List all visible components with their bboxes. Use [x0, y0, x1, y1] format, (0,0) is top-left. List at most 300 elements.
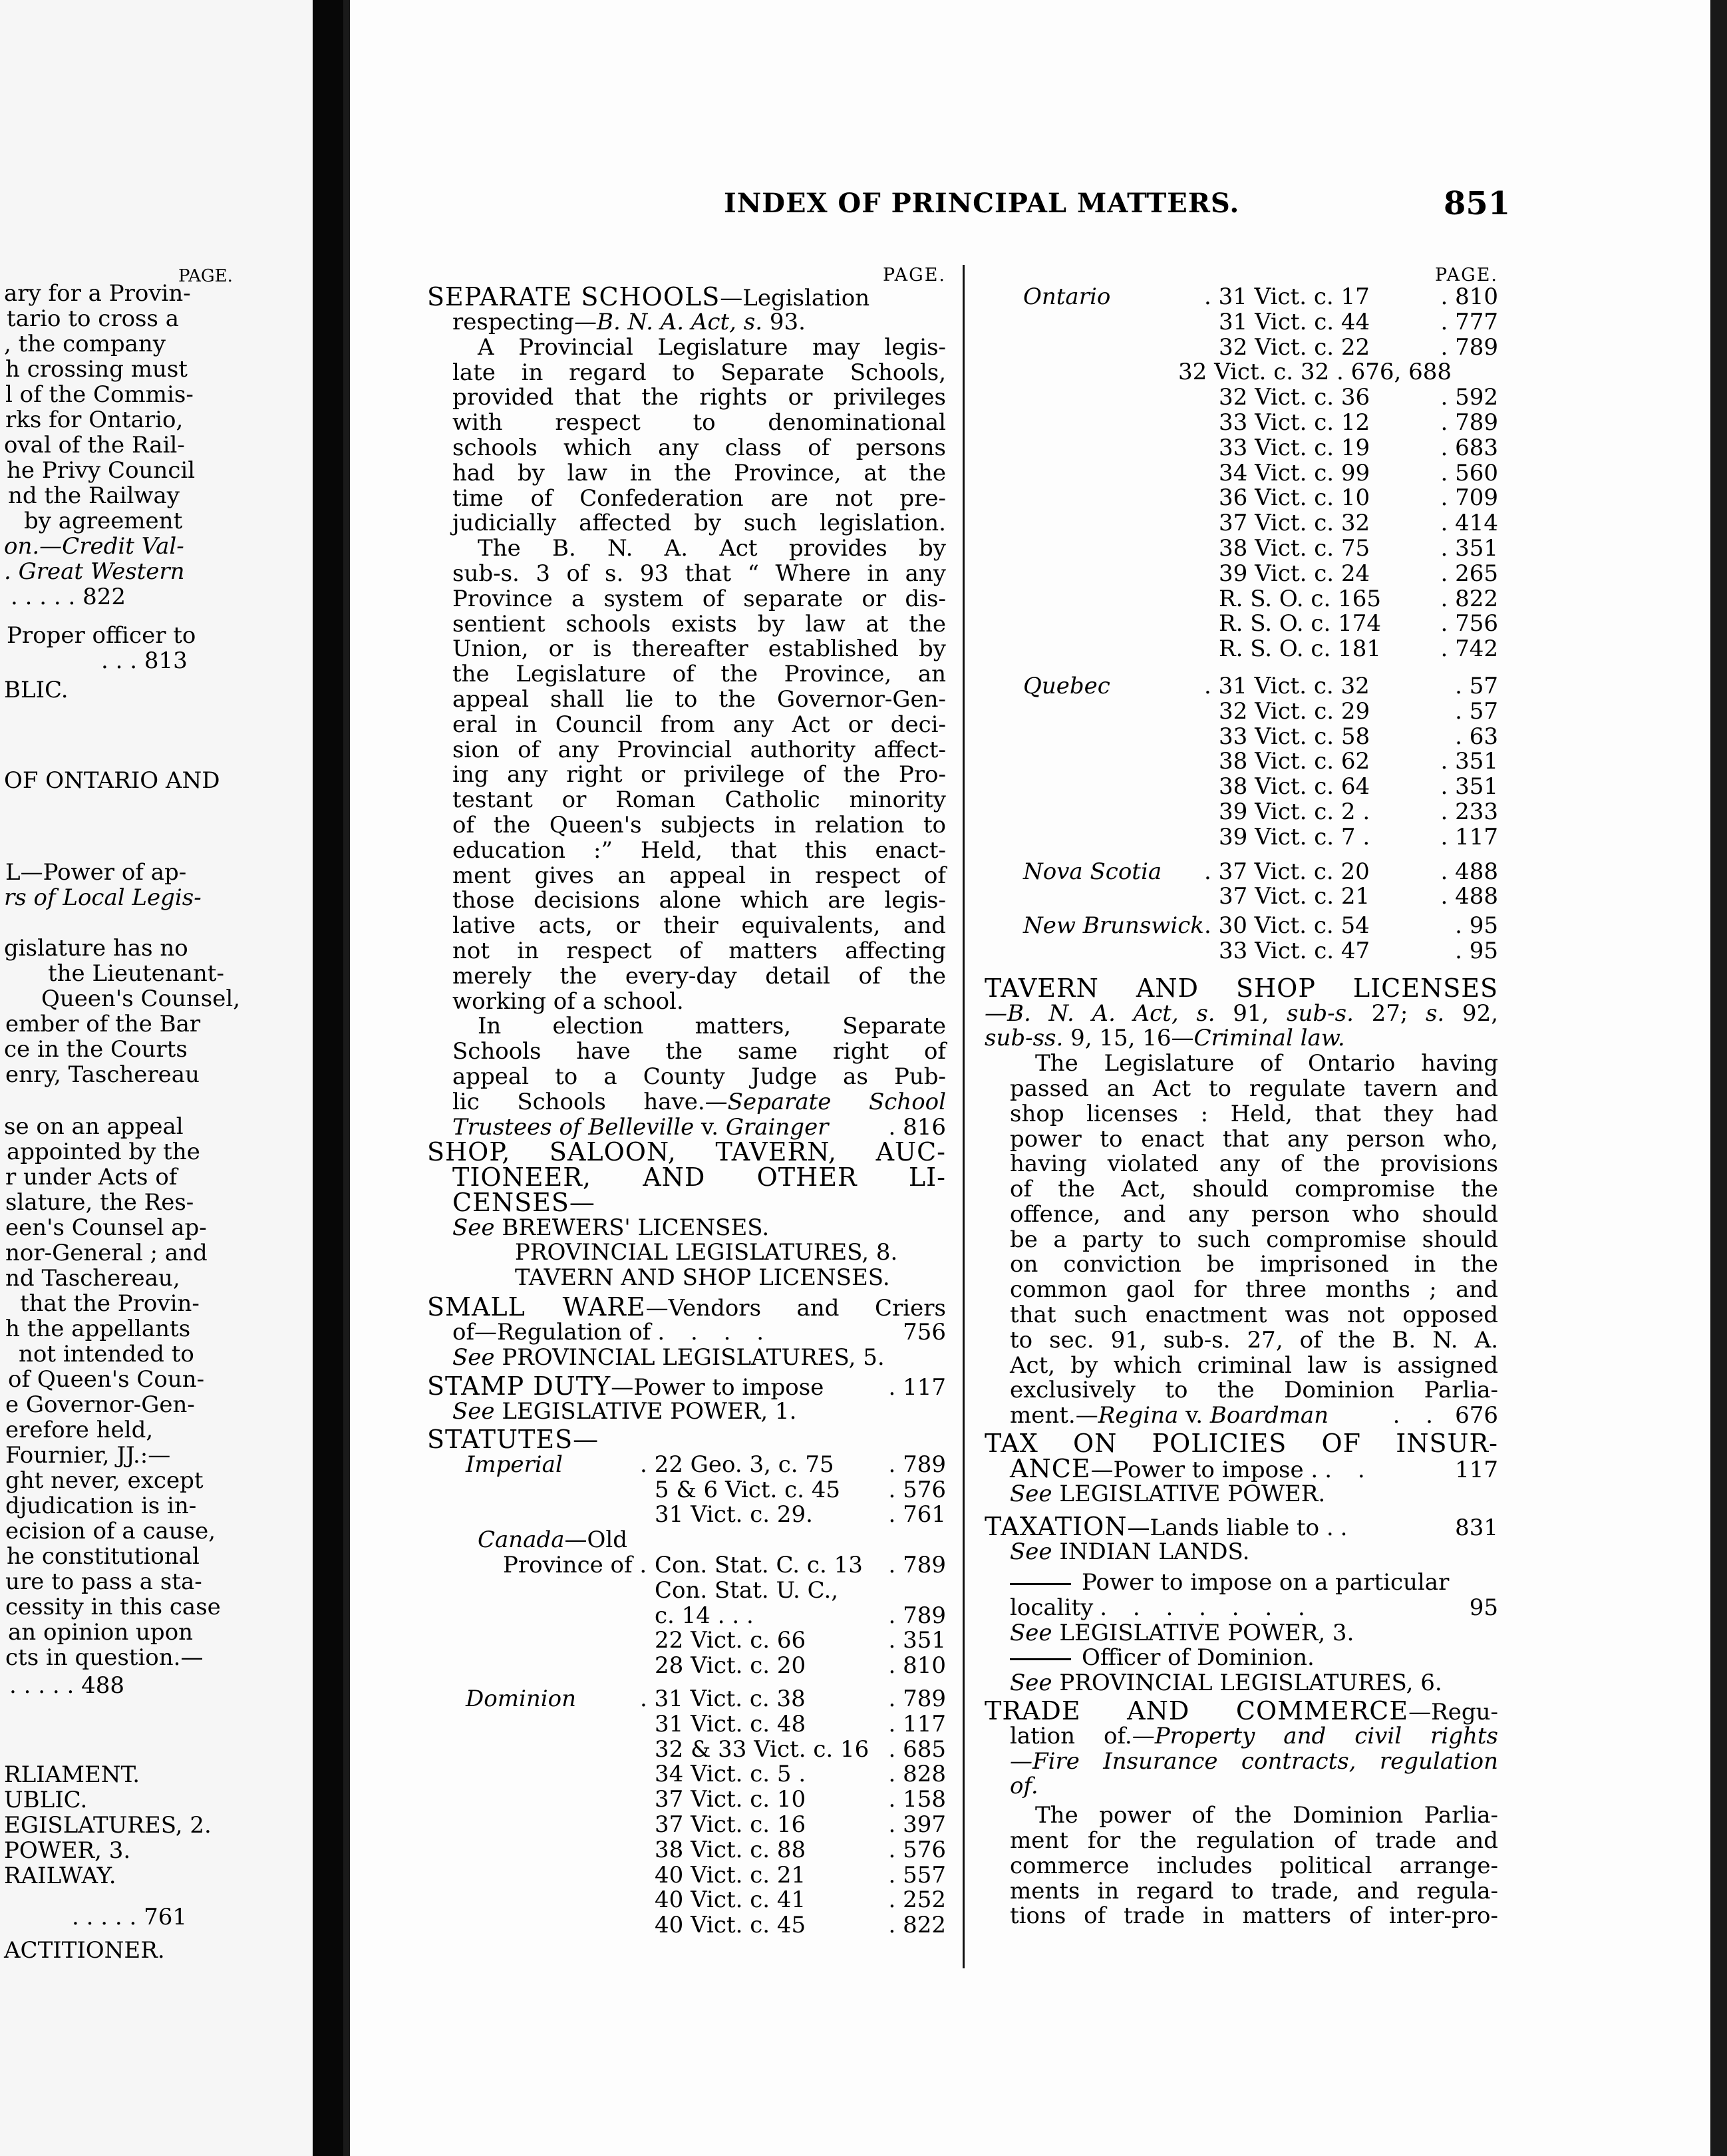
statute-citation: . 30 Vict. c. 54 — [1204, 912, 1370, 940]
paragraph-line: offence, and any person who should — [1010, 1200, 1498, 1228]
text-run: —Power to impose — [611, 1374, 824, 1401]
statute-row — [427, 1628, 946, 1654]
paragraph-line: sion of any Provincial authority affect- — [452, 736, 946, 763]
left-page-line: an opinion upon — [8, 1619, 194, 1646]
entry-heading: TAXATION — [985, 1512, 1128, 1542]
left-page-line: gislature has no — [4, 935, 188, 962]
text-run: lation of.— — [1010, 1722, 1155, 1749]
paragraph-line: appeal to a County Judge as Pub- — [452, 1063, 946, 1090]
jurisdiction-label: Dominion — [466, 1686, 576, 1713]
paragraph-line: sentient schools exists by law at the — [452, 610, 946, 637]
left-page-line: ce in the Courts — [4, 1036, 188, 1063]
statute-citation: 40 Vict. c. 41 — [655, 1886, 806, 1914]
page-ref — [899, 1578, 946, 1604]
statute-citation: 5 & 6 Vict. c. 45 — [655, 1476, 841, 1503]
statute-table-nova-scotia — [985, 860, 1498, 910]
left-page-line: he constitutional — [7, 1543, 200, 1570]
paragraph-line: Union, or is thereafter established by — [452, 635, 946, 663]
page-ref: 831 — [1455, 1515, 1498, 1542]
text-run: Officer of Dominion. — [1082, 1644, 1315, 1672]
jurisdiction-label — [985, 411, 1204, 436]
statute-row — [427, 1838, 946, 1863]
page-ref: . 777 — [1440, 308, 1498, 335]
paragraph-line: had by law in the Province, at the — [452, 459, 946, 486]
page-ref: . 592 — [1440, 384, 1498, 411]
left-page-line: een's Counsel ap- — [5, 1214, 207, 1241]
page-ref: 756 — [903, 1318, 946, 1346]
jurisdiction-label: Quebec — [1023, 672, 1110, 699]
statute-citation: Con. Stat. C. c. 13 — [655, 1552, 863, 1579]
statute-row — [427, 1553, 946, 1578]
paragraph-line: ing any right or privilege of the Pro- — [452, 761, 946, 789]
left-page-line: Fournier, JJ.:— — [5, 1442, 171, 1469]
text-run: locality — [1010, 1594, 1094, 1621]
statute-row — [985, 674, 1498, 699]
text-run: Power to impose on a particular — [1082, 1569, 1450, 1596]
page-ref: . 789 — [888, 1552, 946, 1579]
paragraph-line: be a party to such compromise should — [1010, 1226, 1498, 1253]
left-page-line: ght never, except — [5, 1467, 204, 1494]
page-ref: . 576 — [888, 1476, 946, 1503]
paragraph-line: of the Act, should compromise the — [1010, 1176, 1498, 1203]
left-page-line: rks for Ontario, — [5, 407, 184, 433]
page-ref: . 576 — [888, 1836, 946, 1863]
paragraph-line: provided that the rights or privileges — [452, 384, 946, 411]
statute-row — [985, 411, 1498, 436]
entry-heading: SMALL WARE — [427, 1292, 646, 1322]
statute-citation: . 31 Vict. c. 38 — [640, 1686, 806, 1713]
statute-row — [985, 511, 1498, 536]
see-label: See — [1010, 1670, 1052, 1697]
statute-row — [985, 725, 1498, 750]
paragraph-line: power to enact that any person who, — [1010, 1125, 1498, 1153]
paragraph-line: exclusively to the Dominion Parlia- — [1010, 1377, 1498, 1404]
paragraph-line: education :” Held, that this enact- — [452, 836, 946, 864]
jurisdiction-label — [427, 1737, 640, 1763]
left-page-line: enry, Taschereau — [5, 1061, 200, 1088]
page-ref: . 789 — [888, 1686, 946, 1713]
left-page-line: ary for a Provin- — [4, 280, 191, 307]
statute-table-dominion — [427, 1687, 946, 1938]
statute-row — [985, 939, 1498, 964]
page-ref: . 351 — [1440, 534, 1498, 562]
page-ref: . 488 — [1440, 858, 1498, 885]
paragraph-line: appeal shall lie to the Governor-Gen- — [452, 685, 946, 713]
paragraph-line: shop licenses : Held, that they had — [1010, 1100, 1498, 1127]
statute-citation: 38 Vict. c. 64 — [1219, 773, 1370, 801]
jurisdiction-label — [985, 310, 1204, 335]
statute-row — [985, 310, 1498, 335]
left-page-line: h the appellants — [5, 1316, 191, 1342]
paragraph-line: of the Queen's subjects in relation to — [452, 811, 946, 838]
left-page-line: . . . 813 — [101, 647, 188, 674]
left-page-line: appointed by the — [7, 1139, 200, 1165]
em-dash-rule — [1010, 1658, 1071, 1660]
running-header: INDEX OF PRINCIPAL MATTERS. — [724, 188, 1240, 219]
page-ref: . 822 — [888, 1912, 946, 1939]
left-page-line: RLIAMENT. — [4, 1761, 140, 1788]
paragraph-line: ment for the regulation of trade and — [1010, 1827, 1498, 1855]
jurisdiction-label — [427, 1787, 640, 1813]
statute-citation: 40 Vict. c. 45 — [655, 1912, 806, 1939]
entry-heading: SEPARATE SCHOOLS — [427, 282, 720, 311]
page-ref: . 822 — [1440, 585, 1498, 612]
jurisdiction-label — [985, 939, 1204, 964]
entry-separate-schools — [427, 282, 947, 1141]
left-page-line: nd Taschereau, — [5, 1265, 180, 1292]
jurisdiction-label — [427, 1838, 640, 1863]
page-ref: . 789 — [1440, 333, 1498, 361]
left-page-line: oval of the Rail- — [4, 432, 185, 458]
statute-row — [427, 1712, 946, 1737]
page-ref: . 709 — [1440, 484, 1498, 512]
cross-reference: LEGISLATIVE POWER, 1. — [502, 1398, 797, 1425]
page-ref: . 351 — [1440, 748, 1498, 775]
statute-citation: 38 Vict. c. 62 — [1219, 748, 1370, 775]
statute-row — [985, 436, 1498, 461]
page-ref: . 761 — [888, 1501, 946, 1528]
statute-row — [427, 1604, 946, 1629]
page-ref: . 57 — [1455, 697, 1498, 725]
paragraph-line: merely the every-day detail of the — [452, 962, 946, 989]
statute-row — [427, 1888, 946, 1913]
left-page-line: he Privy Council — [7, 457, 196, 484]
paragraph-line: In election matters, Separate — [478, 1013, 946, 1040]
paragraph — [985, 1803, 1498, 1904]
statute-row — [985, 612, 1498, 637]
page-ref: . 685 — [888, 1735, 946, 1763]
jurisdiction-label — [985, 562, 1204, 587]
paragraph-line: Act, by which criminal law is assigned — [1010, 1351, 1498, 1379]
text-run: v. — [694, 1113, 726, 1141]
page-ref: . 95 — [1455, 912, 1498, 940]
statute-table-quebec — [985, 674, 1498, 850]
cross-reference: BREWERS' LICENSES. — [502, 1214, 770, 1241]
left-page-line: of Queen's Coun- — [8, 1366, 205, 1393]
left-page-line: l of the Commis- — [5, 381, 194, 408]
page-column-label: PAGE. — [882, 265, 946, 285]
case-name: Separate School — [727, 1088, 947, 1115]
act-citation: sub-s. — [1287, 999, 1354, 1027]
statute-citation: 40 Vict. c. 21 — [655, 1861, 806, 1888]
statute-row — [427, 1654, 946, 1679]
page-ref: . 810 — [1440, 283, 1498, 310]
jurisdiction-label: New Brunswick — [1023, 912, 1204, 940]
text-run: ment.— — [1010, 1402, 1098, 1429]
left-page-line: djudication is in- — [5, 1493, 197, 1519]
page-ref: . 95 — [1455, 937, 1498, 964]
left-page-line: ecision of a cause, — [5, 1518, 216, 1544]
text-run: 92, — [1444, 999, 1499, 1027]
left-page-line: erefore held, — [5, 1417, 154, 1443]
jurisdiction-label — [985, 699, 1204, 725]
page-ref: . 789 — [888, 1451, 946, 1478]
page-ref: 117 — [1455, 1456, 1498, 1483]
left-page-line: tario to cross a — [7, 305, 180, 332]
paragraph — [427, 335, 946, 536]
paragraph — [985, 1051, 1498, 1403]
page-number: 851 — [1444, 185, 1511, 222]
left-page-line: PAGE. — [178, 266, 233, 286]
jurisdiction-label: Ontario — [1023, 283, 1111, 310]
jurisdiction-label — [427, 1604, 640, 1629]
statute-row — [985, 486, 1498, 511]
entry-heading: TAX ON POLICIES OF INSUR- — [985, 1429, 1498, 1459]
statute-citation: . 31 Vict. c. 32 — [1204, 672, 1370, 699]
left-page-line: slature, the Res- — [5, 1189, 194, 1216]
page-ref: . 488 — [1440, 883, 1498, 910]
entry-statutes — [427, 1427, 946, 1938]
statute-citation: 37 Vict. c. 16 — [655, 1811, 806, 1839]
statute-row — [985, 860, 1498, 885]
paragraph-line: eral in Council from any Act or deci- — [452, 711, 946, 738]
heading-subtitle: —Legislation — [720, 285, 870, 311]
jurisdiction-label — [985, 725, 1204, 750]
jurisdiction-label — [985, 884, 1204, 910]
see-label: See — [1010, 1619, 1052, 1646]
statute-row — [985, 385, 1498, 411]
statute-row — [985, 536, 1498, 562]
text-run: 9, 15, 16— — [1063, 1025, 1194, 1052]
statute-citation: 37 Vict. c. 10 — [655, 1786, 806, 1813]
cross-topic: —Fire Insurance contracts, regulation — [1010, 1747, 1498, 1775]
left-page-line: OF ONTARIO AND — [4, 767, 220, 794]
page-ref: . 252 — [888, 1886, 946, 1914]
statute-citation: 28 Vict. c. 20 — [655, 1652, 806, 1680]
statute-citation: 39 Vict. c. 2 . — [1219, 798, 1370, 825]
page-ref: . 158 — [888, 1786, 946, 1813]
text-run: of—Regulation of — [452, 1318, 651, 1346]
text-run: Province of . — [503, 1552, 647, 1579]
statute-table-canada — [427, 1553, 946, 1679]
statute-row — [427, 1687, 946, 1712]
jurisdiction-label — [427, 1654, 640, 1679]
left-page-line: cts in question.— — [5, 1644, 204, 1671]
index-column-left — [427, 266, 946, 1938]
act-citation: sub-ss. — [985, 1025, 1064, 1052]
paragraph — [427, 1014, 946, 1089]
statute-citation: . 37 Vict. c. 20 — [1204, 858, 1370, 885]
statute-row — [985, 825, 1498, 850]
left-page-line: nd the Railway — [8, 482, 180, 509]
paragraph-line: lative acts, or their equivalents, and — [452, 912, 946, 940]
statute-table-imperial — [427, 1453, 946, 1528]
paragraph-line: The B. N. A. Act provides by — [478, 535, 946, 562]
statute-row — [985, 285, 1498, 310]
see-label: See — [452, 1214, 495, 1241]
left-page-line: e Governor-Gen- — [5, 1391, 195, 1418]
page-ref: . 351 — [888, 1627, 946, 1654]
cross-topic: of. — [1010, 1773, 1038, 1800]
page-ref: 95 — [1469, 1594, 1498, 1621]
left-page-line: BLIC. — [4, 677, 69, 703]
entry-heading: ANCE — [1010, 1453, 1091, 1483]
statute-row — [985, 461, 1498, 486]
statute-citation: 31 Vict. c. 29. — [655, 1501, 813, 1528]
jurisdiction-label — [985, 800, 1204, 825]
cross-reference: PROVINCIAL LEGISLATURES, 6. — [1059, 1670, 1442, 1697]
statute-table-new-brunswick — [985, 914, 1498, 964]
left-page-line: not intended to — [19, 1341, 194, 1367]
page-ref: . 351 — [1440, 773, 1498, 801]
jurisdiction-label — [427, 1913, 640, 1938]
statute-citation: 32 & 33 Vict. c. 16 — [655, 1735, 869, 1763]
page-ref: . 742 — [1440, 635, 1498, 663]
statute-citation: 37 Vict. c. 32 — [1219, 510, 1370, 537]
left-page-line: Queen's Counsel, — [41, 986, 241, 1012]
statute-row — [427, 1913, 946, 1938]
left-page-line: ember of the Bar — [5, 1011, 201, 1037]
statute-citation: 32 Vict. c. 36 — [1219, 384, 1370, 411]
left-page-line: se on an appeal — [4, 1113, 184, 1140]
left-page-line: ACTITIONER. — [4, 1937, 165, 1964]
jurisdiction-label — [427, 1578, 640, 1604]
statute-row — [427, 1478, 946, 1503]
statute-citation: 31 Vict. c. 44 — [1219, 308, 1370, 335]
entry-small-ware: SMALL WARE—Vendors and Criers of—Regulation of . . . . 756 See PROVINCIAL LEGISLATURES, 5. — [427, 1292, 946, 1371]
left-page-line: POWER, 3. — [4, 1837, 131, 1864]
statute-citation: 32 Vict. c. 29 — [1219, 697, 1370, 725]
page-ref: 676 — [1455, 1402, 1498, 1429]
cross-reference: LEGISLATIVE POWER, 3. — [1059, 1619, 1354, 1646]
left-page-line: . . . . . 761 — [72, 1904, 187, 1930]
paragraph-line: Schools have the same right of — [452, 1038, 946, 1065]
jurisdiction-label — [985, 385, 1204, 411]
statute-citation: 39 Vict. c. 24 — [1219, 560, 1370, 587]
page-ref: . 414 — [1440, 510, 1498, 537]
jurisdiction-label — [427, 1628, 640, 1654]
page-ref: . 816 — [888, 1113, 946, 1141]
statute-citation: 37 Vict. c. 21 — [1219, 883, 1370, 910]
statute-citation: 36 Vict. c. 10 — [1219, 484, 1370, 512]
jurisdiction-label — [427, 1863, 640, 1888]
left-page-line: rs of Local Legis- — [4, 884, 202, 911]
statute-citation: . 22 Geo. 3, c. 75 — [640, 1451, 834, 1478]
page-edge — [1710, 0, 1727, 2156]
left-page-line: UBLIC. — [4, 1787, 88, 1813]
statute-row — [985, 884, 1498, 910]
text-run: lic Schools have.— — [452, 1088, 728, 1115]
entry-trade-and-commerce — [985, 1696, 1498, 1930]
see-label: See — [452, 1344, 495, 1371]
book-gutter — [313, 0, 343, 2156]
jurisdiction-label — [985, 486, 1204, 511]
jurisdiction-label — [985, 436, 1204, 461]
left-page-line: r under Acts of — [5, 1164, 178, 1190]
statute-citation: c. 14 . . . — [655, 1602, 754, 1629]
statute-citation: R. S. O. c. 181 — [1219, 635, 1381, 663]
jurisdiction-label — [985, 360, 1164, 385]
statute-citation: 38 Vict. c. 88 — [655, 1836, 806, 1863]
jurisdiction-label — [427, 1503, 640, 1528]
statute-row — [427, 1762, 946, 1787]
case-name: Criminal law. — [1193, 1025, 1345, 1052]
cross-reference: PROVINCIAL LEGISLATURES, 5. — [502, 1344, 885, 1371]
text-run: —Lands liable to . — [1127, 1515, 1334, 1542]
cross-topic: Property and civil rights — [1154, 1722, 1498, 1749]
text-run: —Old — [564, 1527, 628, 1554]
paragraph-last-line: working of a school. — [452, 988, 684, 1015]
jurisdiction-label: Canada — [478, 1527, 565, 1554]
cross-reference: PROVINCIAL LEGISLATURES, 8. — [515, 1239, 898, 1266]
paragraph-line: commerce includes political arrange- — [1010, 1852, 1498, 1879]
statute-table-ontario — [985, 285, 1498, 662]
text-run: —Vendors and Criers — [645, 1295, 946, 1322]
cross-reference: TAVERN AND SHOP LICENSES. — [515, 1264, 890, 1292]
entry-heading: TIONEER, AND OTHER LI- — [452, 1163, 946, 1192]
paragraph-line: Province a system of separate or dis- — [452, 585, 946, 612]
page-ref: . 117 — [888, 1374, 946, 1401]
page-ref: . 557 — [888, 1861, 946, 1888]
statute-row — [427, 1578, 946, 1604]
entry-heading: SHOP, SALOON, TAVERN, AUC- — [427, 1137, 946, 1167]
jurisdiction-label: Imperial — [466, 1451, 563, 1478]
jurisdiction-label — [427, 1888, 640, 1913]
statute-row — [427, 1453, 946, 1478]
jurisdiction-label — [985, 775, 1204, 800]
jurisdiction-label — [985, 511, 1204, 536]
left-page-line: the Lieutenant- — [48, 960, 224, 987]
jurisdiction-label — [985, 587, 1204, 612]
left-page-line: . Great Western — [4, 558, 185, 585]
statute-citation: 34 Vict. c. 5 . — [655, 1761, 806, 1788]
entry-heading: TRADE AND COMMERCE — [985, 1696, 1409, 1726]
left-page-line: nor-General ; and — [5, 1240, 208, 1266]
page-ref: . 789 — [888, 1602, 946, 1629]
jurisdiction-label — [985, 612, 1204, 637]
left-page-line: EGISLATURES, 2. — [4, 1812, 212, 1839]
jurisdiction-label — [985, 335, 1204, 361]
act-citation: s. — [1425, 999, 1445, 1027]
page-ref: . 233 — [1440, 798, 1498, 825]
page-ref: . 810 — [888, 1652, 946, 1680]
paragraph-line: tions of trade in matters of inter-pro- — [1010, 1902, 1498, 1930]
statute-row — [985, 775, 1498, 800]
jurisdiction-label: Nova Scotia — [1023, 858, 1162, 885]
statute-citation: 33 Vict. c. 19 — [1219, 434, 1370, 461]
paragraph-line: common gaol for three months ; and — [1010, 1276, 1498, 1304]
left-page-line: Proper officer to — [7, 622, 196, 649]
paragraph-line: having violated any of the provisions — [1010, 1151, 1498, 1178]
paragraph-line: ment gives an appeal in respect of — [452, 862, 946, 889]
jurisdiction-label — [985, 637, 1204, 662]
case-name: Boardman — [1209, 1402, 1329, 1429]
text-run: —Regu- — [1408, 1699, 1498, 1726]
left-page-line: cessity in this case — [5, 1594, 221, 1620]
paragraph-line: testant or Roman Catholic minority — [452, 787, 946, 814]
text-run: 91, — [1215, 999, 1287, 1027]
paragraph-line: A Provincial Legislature may legis- — [478, 333, 946, 361]
page-ref: . 117 — [888, 1710, 946, 1737]
entry-shop-licenses — [427, 1137, 946, 1292]
case-name: Grainger — [725, 1113, 829, 1141]
left-page-line: h crossing must — [5, 356, 188, 383]
left-page-line: on.—Credit Val- — [4, 533, 184, 560]
paragraph-line: to sec. 91, sub-s. 27, of the B. N. A. — [1010, 1326, 1498, 1353]
paragraph-line: not in respect of matters affecting — [452, 937, 946, 964]
entry-heading: TAVERN AND SHOP LICENSES — [985, 973, 1498, 1003]
statute-citation: Con. Stat. U. C., — [655, 1576, 839, 1604]
statute-row — [985, 800, 1498, 825]
left-page-line: by agreement — [24, 508, 183, 534]
jurisdiction-label — [427, 1478, 640, 1503]
statute-citation: 32 Vict. c. 22 — [1219, 333, 1370, 361]
jurisdiction-label — [985, 536, 1204, 562]
case-name: Regina — [1098, 1402, 1179, 1429]
left-page-line: ure to pass a sta- — [5, 1568, 202, 1595]
see-label: See — [452, 1398, 495, 1425]
paragraph-line: schools which any class of persons — [452, 434, 946, 461]
